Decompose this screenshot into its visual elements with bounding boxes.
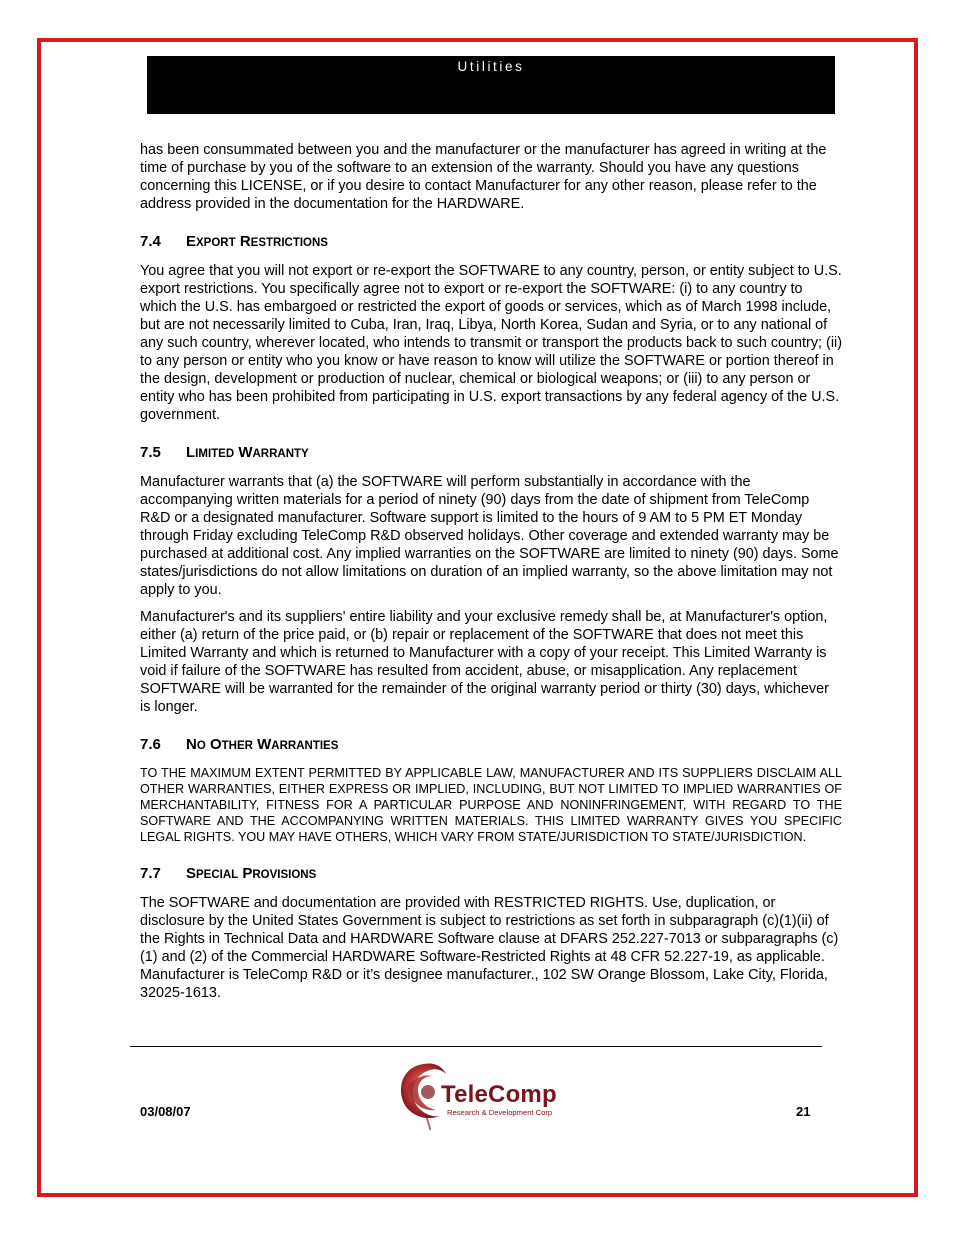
section-number: 7.6 (140, 736, 161, 753)
heading-letter: L (186, 444, 196, 461)
heading-smallcaps: XPORT (196, 237, 236, 249)
heading-letter: N (186, 736, 197, 753)
heading-smallcaps: ESTRICTIONS (250, 237, 328, 249)
no-other-warranties-paragraph: TO THE MAXIMUM EXTENT PERMITTED BY APPLICABLE LAW, MANUFACTURER AND ITS SUPPLIERS DISCLAIM ALL OTHER WARRANTIES, EITHER EXPRESS OR IMPLIED, INCLUDING, BUT NOT LIMITED TO IMPLIED WARRANTIES OF MERCHANTABILITY, FITNESS FOR A PARTICULAR PURPOSE AND NONINFRINGEMENT, WITH REGARD TO THE SOFTWARE AND THE ACCOMPANYING WRITTEN MATERIALS. THIS LIMITED WARRANTY GIVES YOU SPECIFIC LEGAL RIGHTS. YOU MAY HAVE OTHERS, WHICH VARY FROM STATE/JURISDICTION TO STATE/JURISDICTION. (140, 766, 842, 844)
section-heading-7-6 (140, 736, 842, 755)
heading-smallcaps: O (196, 740, 206, 752)
limited-warranty-paragraph-1: Manufacturer warrants that (a) the SOFTWARE will perform substantially in accordance with the accompanying written materials for a period of ninety (90) days from the date of shipment from TeleComp R&D or a designated manufacturer. Software support is limited to the hours of 9 AM to 5 PM ET Monday through Friday excluding TeleComp R&D observed holidays. Other coverage and extended warranty may be purchased at additional cost. Any implied warranties on the SOFTWARE are limited to ninety (90) days. Some states/jurisdictions do not allow limitations on duration of an implied warranty, so the above limitation may not apply to you. (140, 474, 839, 598)
heading-letter: P (242, 865, 253, 882)
section-heading-7-7 (140, 865, 842, 884)
footer-date: 03/08/07 (140, 1104, 191, 1119)
special-provisions-paragraph: The SOFTWARE and documentation are provided with RESTRICTED RIGHTS. Use, duplication, or disclosure by the United States Government is subject to restrictions as set forth in subparagraph (c)(1)(ii) of the Rights in Technical Data and HARDWARE Software clause at DFARS 252.227-7013 or subparagraphs (c)(1) and (2) of the Commercial HARDWARE Software-Restricted Rights at 48 CFR 52.227-19, as applicable. Manufacturer is TeleComp R&D or it’s designee manufacturer., 102 SW Orange Blossom, Lake City, Florida, 32025-1613. (140, 895, 839, 1001)
footer-divider (130, 1046, 822, 1047)
export-restrictions-paragraph: You agree that you will not export or re-export the SOFTWARE to any country, person, or entity subject to U.S. export restrictions. You specifically agree not to export or re-export the SOFTWARE: (i) to any country to which the U.S. has embargoed or restricted the export of goods or services, which as of March 1998 include, but are not necessarily limited to Cuba, Iran, Iraq, Libya, North Korea, Sudan and Syria, or to any national of any such country, wherever located, who intends to transmit or transport the products back to such country; (ii) to any person or entity who you know or have reason to know will utilize the SOFTWARE or portion thereof in the design, development or production of nuclear, chemical or biological weapons; or (iii) to any person or entity who has been prohibited from participating in U.S. export transactions by any federal agency of the U.S. government. (140, 263, 843, 423)
heading-letter: R (239, 233, 251, 250)
heading-letter: E (186, 233, 197, 250)
heading-smallcaps: IMITED (195, 448, 235, 460)
section-heading-7-5 (140, 444, 842, 463)
footer-page-number: 21 (796, 1104, 811, 1119)
header-title: Utilities (457, 59, 525, 74)
heading-letter: W (238, 444, 253, 461)
document-body (140, 141, 842, 1011)
intro-paragraph: has been consummated between you and the manufacturer or the manufacturer has agreed in writing at the time of purchase by you of the software to an extension of the warranty. Should you have any questions concerning this LICENSE, or if you desire to contact Manufacturer for any other reason, please refer to the address provided in the documentation for the HARDWARE. (140, 142, 827, 212)
logo-name: TeleComp (441, 1081, 557, 1108)
heading-smallcaps: THER (221, 740, 253, 752)
section-heading-7-4 (140, 233, 842, 252)
heading-smallcaps: PECIAL (196, 869, 239, 881)
section-number: 7.4 (140, 233, 161, 250)
heading-smallcaps: ARRANTIES (271, 740, 339, 752)
logo-subtitle: Research & Development Corp (447, 1108, 553, 1117)
section-number: 7.5 (140, 444, 161, 461)
heading-smallcaps: ARRANTY (252, 448, 309, 460)
limited-warranty-paragraph-2: Manufacturer's and its suppliers' entire liability and your exclusive remedy shall be, at Manufacturer's option, either (a) return of the price paid, or (b) repair or replacement of the SOFTWARE that does not meet this Limited Warranty and which is returned to Manufacturer with a copy of your receipt. This Limited Warranty is void if failure of the SOFTWARE has resulted from accident, abuse, or misapplication. Any replacement SOFTWARE will be warranted for the remainder of the original warranty period or thirty (30) days, whichever is longer. (140, 609, 829, 715)
heading-letter: O (209, 736, 222, 753)
section-number: 7.7 (140, 865, 161, 882)
telecomp-logo (396, 1056, 576, 1130)
heading-letter: S (186, 865, 197, 882)
header-bar (147, 56, 835, 114)
heading-smallcaps: ROVISIONS (252, 869, 317, 881)
heading-letter: W (257, 736, 272, 753)
